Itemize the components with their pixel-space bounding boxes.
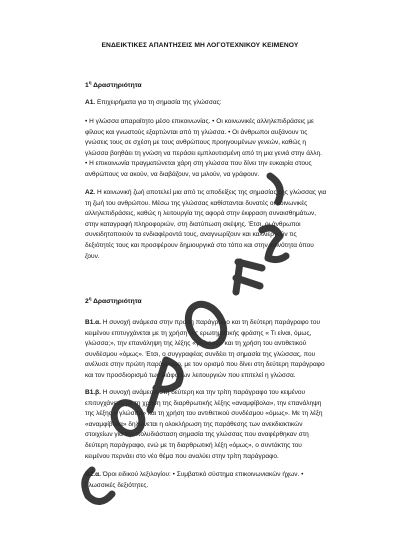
a1-intro xyxy=(85,98,325,109)
section1-heading xyxy=(85,80,142,89)
a1-label: Α1. xyxy=(85,99,96,106)
a1-intro-text: Επιχειρήματα για τη σημασία της γλώσσας: xyxy=(96,99,222,106)
a2-line: στην καταγραφή πληροφοριών, στη διατύπωση σκέψης. Έτσι, οι άνθρωποι xyxy=(85,220,301,228)
a2-line: Η κοινωνική ζωή αποτελεί μια από τις αποδείξεις της σημασίας της γλώσσας για xyxy=(96,189,327,196)
b1a-line: και τον προσδιορισμό των διάφορων λειτουργιών που επιτελεί η γλώσσα. xyxy=(85,371,296,379)
section2-heading xyxy=(85,296,142,305)
b1a-line: Η συνοχή ανάμεσα στην πρώτη παράγραφο και τη δεύτερη παράγραφο του xyxy=(102,319,321,326)
b1a-label: Β1.α. xyxy=(85,319,101,326)
section2-title: Δραστηριότητα xyxy=(93,298,142,306)
b1a-line: κειμένου επιτυγχάνεται με τη χρήση της ερωτηματικής φράσης « Τι είναι, όμως, xyxy=(85,329,312,337)
a2-line: δεξιότητές τους και προσφέρουν δημιουργικά στο τόπο και στην κοινότητα όπου xyxy=(85,241,314,249)
a2-line: τη ζωή του ανθρώπου. Μέσω της γλώσσας καθίστανται δυνατές οι κοινωνικές xyxy=(85,199,308,207)
a1-line: ανθρώπους να ακούν, να διαβάζουν, να μιλούν, να γράφουν. xyxy=(85,170,260,178)
b2a-label: Β2.α. xyxy=(85,471,101,478)
a1-line: φίλους και γνωστούς εξαρτώνται από τη γλώσσα. • Οι άνθρωποι αυξάνουν τις xyxy=(85,128,308,136)
b2a-line: Γλωσσικές δεξιότητες. xyxy=(85,481,149,489)
b1b-line: στοιχείων για την πολυδιάσταση σημασία της γλώσσας που αναφέρθηκαν στη xyxy=(85,431,309,439)
a1-line: γνώσεις τους σε σχέση με τους ανθρώπους προηγουμένων γενεών, καθώς η xyxy=(85,139,307,147)
a2-line: αλληλεπιδράσεις, καθώς η λειτουργία της αφορά στην έκφραση συναισθημάτων, xyxy=(85,210,317,218)
a2-label: Α2. xyxy=(85,189,96,196)
section1-number: 1 xyxy=(85,82,89,90)
section2-number: 2 xyxy=(85,298,89,306)
b1b-line: επιτυγχάνεται με τη χρήση της διαρθρωτικής λέξης «αναμφίβολα», την επανάληψη xyxy=(85,399,322,407)
a2-line: ζουν. xyxy=(85,252,100,260)
section1-title: Δραστηριότητα xyxy=(93,82,142,90)
a2-line: συνειδητοποιούν τα ενδιαφέροντά τους, αναγνωρίζουν και καλλιεργούν τις xyxy=(85,231,297,239)
b1b-line: «αναμφίβολα» δηλώνεται η ολοκλήρωση της παράθεσης των ανεκδιακτικών xyxy=(85,420,303,428)
a2-paragraph xyxy=(85,188,325,262)
b1b-label: Β1.β. xyxy=(85,389,101,396)
b1b-line: κειμένου περνάει στο νέο θέμα που αναλύει στην τρίτη παράγραφο. xyxy=(85,452,279,460)
b1b-line: της λέξης « γλώσσα» και τη χρήση του αντιθετικού συνδέσμου «όμως». Με τη λέξη xyxy=(85,410,323,418)
b1a-paragraph xyxy=(85,318,325,382)
a1-line: γλώσσα βοηθάει τη γνώση να περάσει εμπλουτισμένη από τη μια γενιά στην άλλη. xyxy=(85,149,322,157)
b2a-line: Όροι ειδικού λεξιλογίου: • Συμβατικό σύστημα επικοινωνιακών ήχων. • xyxy=(102,471,304,478)
page-title: ΕΝΔΕΙΚΤΙΚΕΣ ΑΠΑΝΤΗΣΕΙΣ ΜΗ ΛΟΓΟΤΕΧΝΙΚΟΥ ΚΕΙΜΕΝΟΥ xyxy=(101,42,299,49)
b1b-line: Η συνοχή ανάμεσα στη δεύτερη και την τρίτη παράγραφο του κειμένου xyxy=(102,389,306,396)
b1a-line: συνδέσμου «όμως». Έτσι, ο συγγραφέας συνδέει τη σημασία της γλώσσας, που xyxy=(85,350,316,358)
a1-line: • Η επικοινωνία πραγματώνεται χάρη στη γλώσσα που δίνει την ευκαιρία στους xyxy=(85,160,312,168)
a1-line: • Η γλώσσα απαραίτητο μέσο επικοινωνίας. • Οι κοινωνικές αλληλεπιδράσεις με xyxy=(85,118,314,125)
b2a-paragraph xyxy=(85,470,325,491)
a1-paragraph xyxy=(85,117,325,181)
section2-sup: η xyxy=(88,296,92,301)
b1a-line: ανέλυσε στην πρώτη παράγραφο, με τον ορισμό που δίνει στη δεύτερη παράγραφο xyxy=(85,361,325,369)
b1a-line: γλώσσα;», την επανάληψη της λέξης «γλώσσα» και τη χρήση του αντιθετικού xyxy=(85,340,307,348)
section1-sup: η xyxy=(88,80,92,85)
b1b-paragraph xyxy=(85,388,325,462)
b1b-line: δεύτερη παράγραφο, ενώ με τη διαρθρωτική λέξη «όμως», ο συντάκτης του xyxy=(85,441,302,449)
